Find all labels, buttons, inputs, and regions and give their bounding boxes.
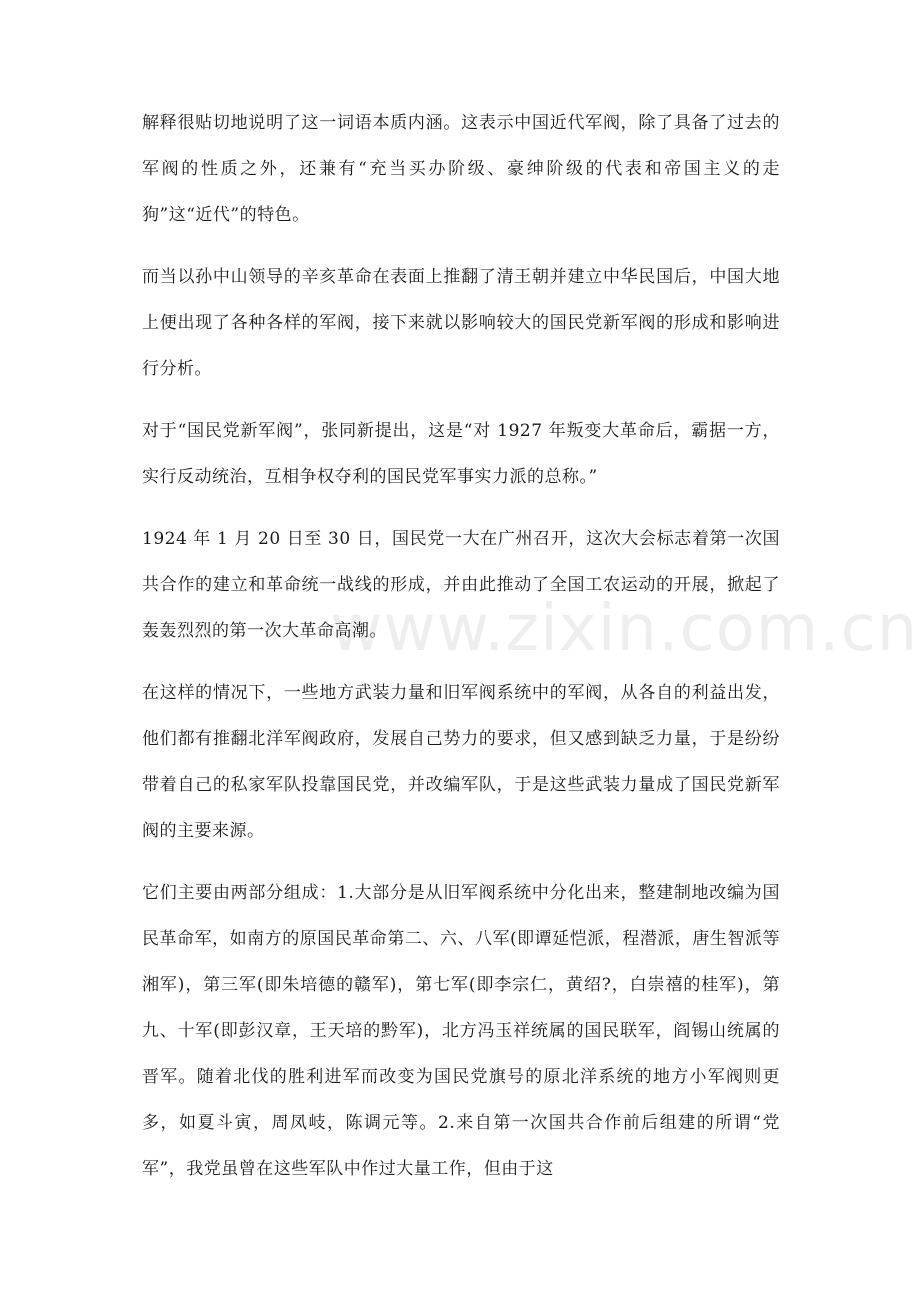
paragraph-2: 而当以孙中山领导的辛亥革命在表面上推翻了清王朝并建立中华民国后，中国大地上便出现了各种各样的军阀，接下来就以影响较大的国民党新军阀的形成和影响进行分析。 [142, 267, 780, 379]
paragraph-1: 解释很贴切地说明了这一词语本质内涵。这表示中国近代军阀，除了具备了过去的军阀的性质之外，还兼有“充当买办阶级、豪绅阶级的代表和帝国主义的走狗”这“近代”的特色。 [142, 113, 780, 225]
paragraph-4: 1924 年 1 月 20 日至 30 日，国民党一大在广州召开，这次大会标志着第一次国共合作的建立和革命统一战线的形成，并由此推动了全国工农运动的开展，掀起了轰轰烈烈的第一次大革命高潮。 [142, 529, 780, 641]
paragraph-3: 对于“国民党新军阀”，张同新提出，这是“对 1927 年叛变大革命后，霸据一方，实行反动统治，互相争权夺利的国民党军事实力派的总称。” [142, 421, 780, 487]
document-body [142, 100, 780, 1208]
paragraph-5: 在这样的情况下，一些地方武装力量和旧军阀系统中的军阀，从各自的利益出发，他们都有推翻北洋军阀政府，发展自己势力的要求，但又感到缺乏力量，于是纷纷带着自己的私家军队投靠国民党，并改编军队，于是这些武装力量成了国民党新军阀的主要来源。 [142, 683, 780, 841]
watermark: www.zixin.com.cn [330, 592, 919, 666]
paragraph-6: 它们主要由两部分组成：1.大部分是从旧军阀系统中分化出来，整建制地改编为国民革命军，如南方的原国民革命第二、六、八军(即谭延恺派，程潜派，唐生智派等湘军)，第三军(即朱培德的赣军)，第七军(即李宗仁，黄绍?，白崇禧的桂军)，第九、十军(即彭汉章，王天培的黔军)，北方冯玉祥统属的国民联军，阎锡山统属的晋军。随着北伐的胜利进军而改变为国民党旗号的原北洋系统的地方小军阀则更多，如夏斗寅，周凤岐，陈调元等。2.来自第一次国共合作前后组建的所谓“党军”，我党虽曾在这些军队中作过大量工作，但由于这 [142, 883, 780, 1179]
